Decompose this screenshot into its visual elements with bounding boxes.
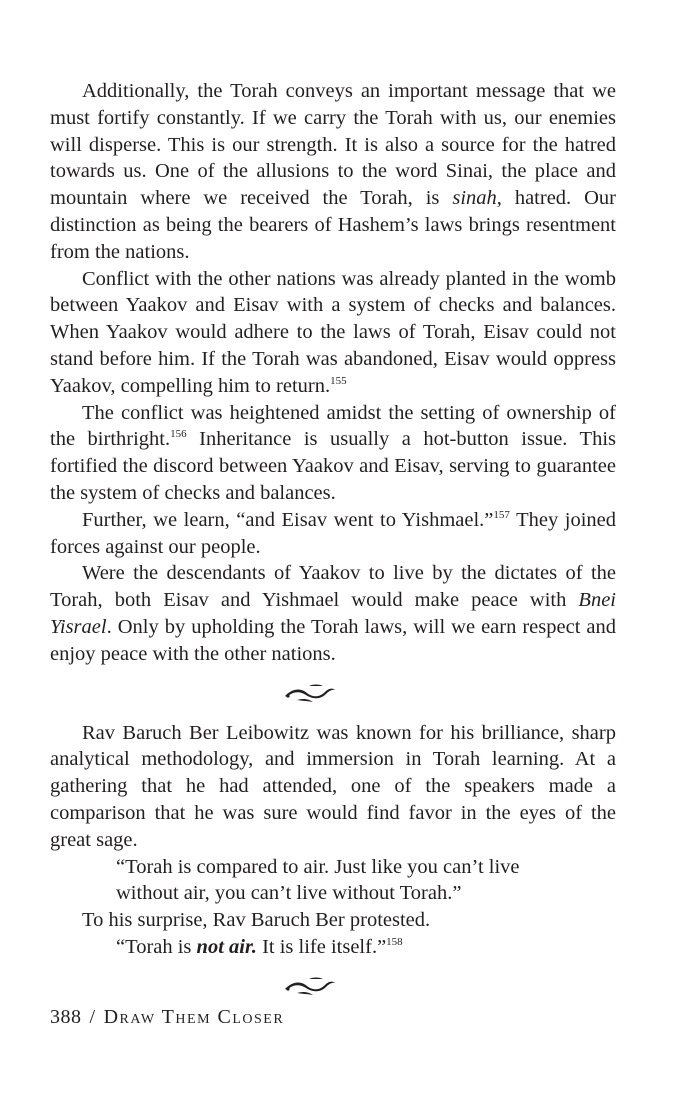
- paragraph-2: Conflict with the other nations was already planted in the womb between Yaakov and Eisav with a system of checks and balances. When Yaakov would adhere to the laws of Torah, Eisav could not stand before him. If the Torah was abandoned, Eisav would oppress Yaakov, compelling him to return.$^{155}$: [50, 267, 616, 397]
- footnote-ref-156[interactable]: 156: [170, 428, 187, 441]
- final-quote: “Torah is not air. It is life itself.”$^{158}$: [116, 935, 403, 958]
- paragraph-4: Further, we learn, “and Eisav went to Yishmael.”$^{157}$ They joined forces against our people.: [50, 508, 616, 558]
- footnote-ref-155[interactable]: 155: [330, 374, 347, 387]
- footer-separator: /: [89, 1006, 96, 1028]
- footnote-ref-157[interactable]: 157: [493, 508, 510, 521]
- page-body: [50, 78, 616, 1013]
- paragraph-3: The conflict was heightened amidst the setting of ownership of the birthright.$^{156}$ Inheritance is usually a hot-button issue. This fortified the discord between Yaakov and Eisav, serving to guarantee the system of checks and balances.: [50, 401, 617, 504]
- paragraph-5: Were the descendants of Yaakov to live by the dictates of the Torah, both Eisav and Yishmael would make peace with Bnei Yisrael. Only by upholding the Torah laws, will we earn respect and enjoy peace with the other nations.: [50, 562, 616, 665]
- page-number: 388: [50, 1006, 82, 1028]
- paragraph-7: To his surprise, Rav Baruch Ber protested.: [82, 909, 431, 932]
- fleuron-divider-icon: [279, 973, 339, 999]
- paragraph-1: Additionally, the Torah conveys an important message that we must fortify constantly. If we carry the Torah with us, our enemies will disperse. This is our strength. It is also a source for the hatred towards us. One of the allusions to the word Sinai, the place and mountain where we received the Torah, is sinah, hatred. Our distinction as being the bearers of Hashem’s laws brings resentment from the nations.: [50, 80, 616, 263]
- page-footer: [50, 1006, 284, 1029]
- running-title: Draw Them Closer: [103, 1006, 285, 1028]
- quote-line-1: “Torah is compared to air. Just like you can’t live: [116, 855, 520, 878]
- paragraph-6: Rav Baruch Ber Leibowitz was known for his brilliance, sharp analytical methodology, and immersion in Torah learning. At a gathering that he had attended, one of the speakers made a comparison that he was sure would find favor in the eyes of the great sage.: [50, 721, 616, 851]
- footnote-ref-158[interactable]: 158: [386, 935, 403, 948]
- fleuron-divider-icon: [279, 680, 339, 706]
- block-quote: [116, 854, 576, 908]
- quote-line-2: without air, you can’t live without Torah.”: [116, 882, 462, 905]
